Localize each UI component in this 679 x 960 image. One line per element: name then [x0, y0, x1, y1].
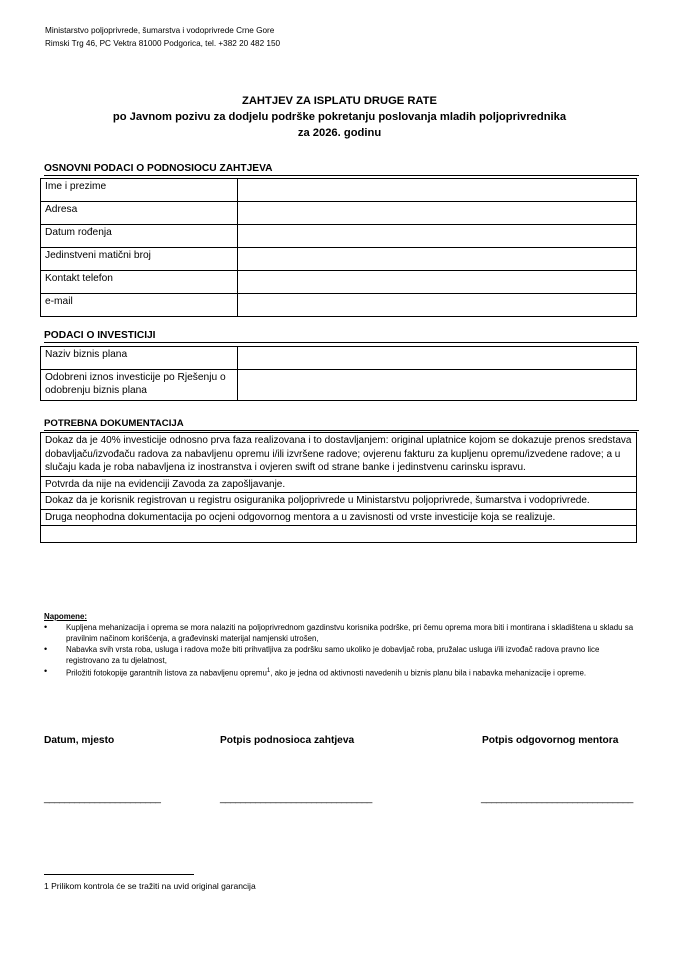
ministry-address: Rimski Trg 46, PC Vektra 81000 Podgorica, tel. +382 20 482 150 [45, 39, 281, 48]
approved-amount-field[interactable] [238, 370, 637, 401]
birth-date-field[interactable] [238, 225, 637, 248]
document-title [0, 93, 679, 141]
ministry-header [45, 24, 280, 50]
documentation-section-heading: POTREBNA DOKUMENTACIJA [44, 418, 639, 431]
applicant-table [40, 178, 637, 317]
date-place-line[interactable]: _______________________ [44, 793, 161, 804]
field-label: Adresa [41, 202, 238, 225]
title-line-1: ZAHTJEV ZA ISPLATU DRUGE RATE [242, 95, 437, 107]
doc-item: Potvrda da nije na evidenciji Zavoda za zapošljavanje. [41, 476, 637, 493]
ministry-name: Ministarstvo poljoprivrede, šumarstva i vodoprivrede Crne Gore [45, 26, 275, 35]
field-label: Odobreni iznos investicije po Rješenju o odobrenju biznis plana [41, 370, 238, 401]
applicant-signature-line[interactable]: ______________________________ [220, 793, 372, 804]
list-item: • Nabavka svih vrsta roba, usluga i radova može biti prihvatljiva za podršku samo ukoliko je dobavljač roba, pružalac usluga i/ili izvođač radova pravno lice registrovano za tu djelatnost, [44, 644, 644, 666]
address-field[interactable] [238, 202, 637, 225]
table-row [41, 225, 637, 248]
applicant-signature-label: Potpis podnosioca zahtjeva [220, 735, 355, 746]
notes-title: Napomene: [44, 612, 87, 621]
list-item [44, 666, 644, 679]
table-row [41, 202, 637, 225]
notes-list [44, 622, 644, 679]
title-line-2: po Javnom pozivu za dodjelu podrške pokretanju poslovanja mladih poljoprivrednika [112, 111, 567, 123]
table-row [41, 476, 637, 493]
documentation-table [40, 432, 637, 543]
notes-block [44, 611, 644, 679]
table-row [41, 179, 637, 202]
applicant-section-heading: OSNOVNI PODACI O PODNOSIOCU ZAHTJEVA [44, 163, 639, 176]
table-row [41, 248, 637, 271]
table-row [41, 509, 637, 526]
footnote-ref[interactable]: 1 [266, 668, 271, 674]
phone-field[interactable] [238, 271, 637, 294]
footnote-number: 1 [44, 881, 49, 891]
doc-item: Dokaz da je korisnik registrovan u registru osiguranika poljoprivrede u Ministarstvu poljoprivrede, šumarstva i vodoprivrede. [41, 493, 637, 510]
title-line-3: za 2026. godinu [297, 127, 382, 139]
id-number-field[interactable] [238, 248, 637, 271]
note-text: Priložiti fotokopije garantnih listova za nabavljenu opremu [66, 668, 267, 678]
field-label: Datum rođenja [41, 225, 238, 248]
table-row [41, 433, 637, 477]
table-row [41, 271, 637, 294]
field-label: e-mail [41, 294, 238, 317]
table-row [41, 370, 637, 401]
table-row [41, 294, 637, 317]
note-text-cont: , ako je jedna od aktivnosti navedenih u biznis planu bila i nabavka mehanizacije i opreme. [270, 668, 587, 678]
investment-section-heading: PODACI O INVESTICIJI [44, 330, 639, 343]
field-label: Kontakt telefon [41, 271, 238, 294]
email-field[interactable] [238, 294, 637, 317]
business-plan-name-field[interactable] [238, 347, 637, 370]
field-label: Naziv biznis plana [41, 347, 238, 370]
footnote-divider [44, 874, 194, 875]
investment-table [40, 346, 637, 401]
doc-item: Druga neophodna dokumentacija po ocjeni odgovornog mentora a u zavisnosti od vrste investicije koja se realizuje. [41, 509, 637, 526]
table-row [41, 347, 637, 370]
mentor-signature-line[interactable]: ______________________________ [481, 793, 633, 804]
list-item: • Kupljena mehanizacija i oprema se mora nalaziti na poljoprivrednom gazdinstvu korisnika podrške, pri čemu oprema mora biti i montirana i skladištena u skladu sa pravilnim načinom korišćenja, a građevinski materijal namjenski utrošen, [44, 622, 644, 644]
date-place-label: Datum, mjesto [44, 735, 115, 746]
table-row [41, 493, 637, 510]
table-row [41, 526, 637, 543]
field-label: Ime i prezime [41, 179, 238, 202]
mentor-signature-label: Potpis odgovornog mentora [482, 735, 619, 746]
footnote-text: Prilikom kontrola će se tražiti na uvid original garancija [51, 881, 256, 891]
doc-item-empty [41, 526, 637, 543]
footnote [44, 881, 256, 891]
field-label: Jedinstveni matični broj [41, 248, 238, 271]
doc-item: Dokaz da je 40% investicije odnosno prva faza realizovana i to dostavljanjem: original uplatnice kojom se dokazuje prenos sredstava dobavljaču/izvođaču radova za nabavljenu opremu i/ili izvršene radove; ovjerenu fakturu za kupljenu opremu/izvedene radove; a u slučaju kada je roba nabavljena iz inostranstva i ovjeren swift od strane banke i jedinstvenu carinsku ispravu. [41, 433, 637, 477]
full-name-field[interactable] [238, 179, 637, 202]
